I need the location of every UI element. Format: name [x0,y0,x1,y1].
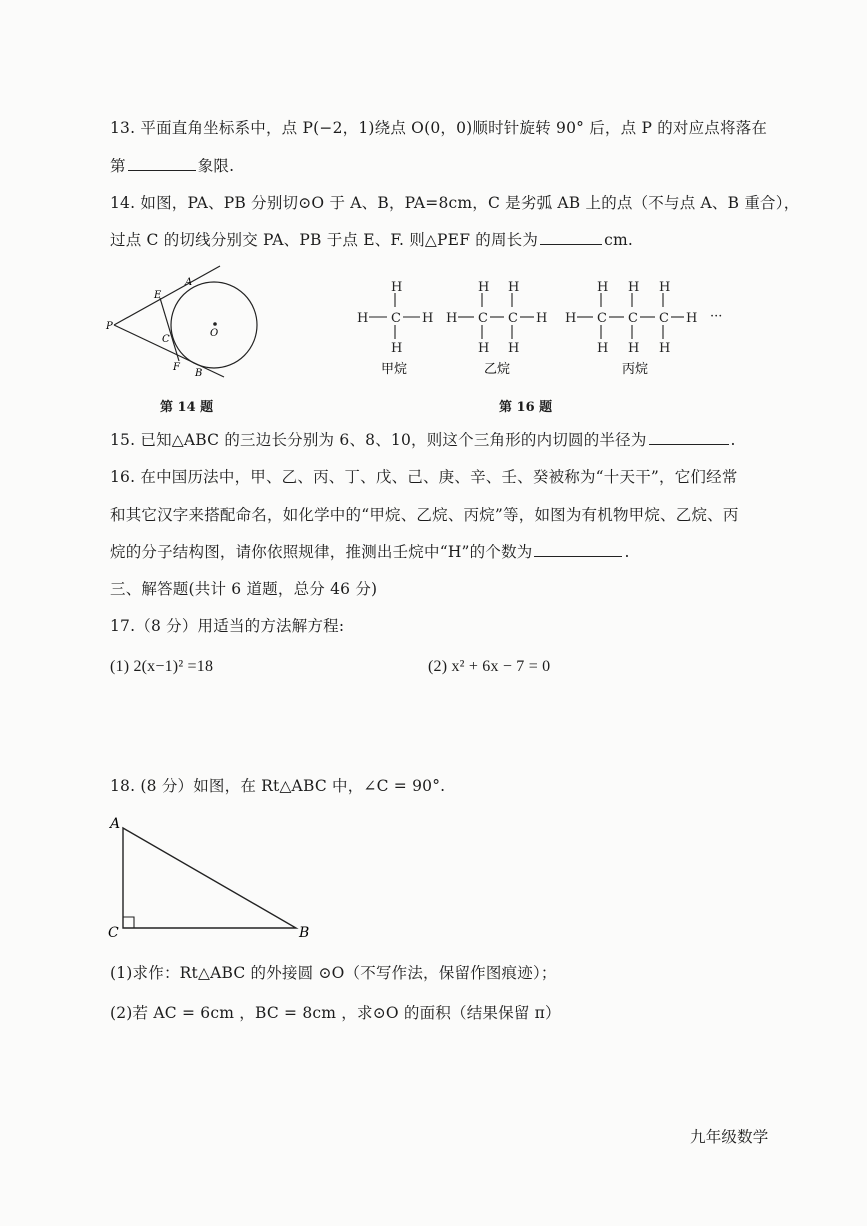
svg-text:H: H [508,280,520,295]
q15-suffix: . [730,431,736,449]
q13-prefix: 第 [110,157,126,175]
q18-triangle-figure [100,810,330,945]
name-methane: 甲烷 [381,362,408,377]
svg-text:H: H [628,341,640,356]
atom-labels [357,280,722,356]
label-e: E [154,290,162,301]
label-a: A [185,277,193,288]
q16-alkane-figure [350,270,740,390]
right-angle-mark [123,917,134,928]
q13-line2 [110,156,234,176]
name-propane: 丙烷 [622,362,649,377]
tangent-pa [114,266,220,325]
ellipsis: ··· [710,309,723,324]
q14-caption: 第 14 题 [160,400,214,415]
svg-text:C: C [478,311,488,326]
q13-line1: 13. 平面直角坐标系中，点 P(−2，1)绕点 O(0，0)顺时针旋转 90° 后，点 P 的对应点将落在 [110,119,768,137]
q14-prefix: 过点 C 的切线分别交 PA、PB 于点 E、F. 则△PEF 的周长为 [110,231,539,249]
q17-title: 17.（8 分）用适当的方法解方程: [110,617,345,635]
svg-text:C: C [659,311,669,326]
q13-suffix: 象限. [197,157,235,175]
q14-circle-figure [100,258,270,388]
svg-text:H: H [565,311,577,326]
label-o: O [210,328,219,339]
label-a: A [110,816,121,832]
svg-text:C: C [597,311,607,326]
q17-part2: (2) x² + 6x − 7 = 0 [428,658,551,675]
svg-text:H: H [478,341,490,356]
svg-text:H: H [508,341,520,356]
svg-text:H: H [357,311,369,326]
svg-text:H: H [422,311,434,326]
section-heading: 三、解答题(共计 6 道题，总分 46 分) [110,580,378,598]
q18-part2: (2)若 AC = 6cm ，BC = 8cm ，求⊙O 的面积（结果保留 π） [110,1004,561,1022]
svg-text:C: C [628,311,638,326]
svg-text:H: H [686,311,698,326]
q16-answer-blank[interactable] [534,542,622,557]
svg-text:H: H [536,311,548,326]
q18-title: 18. (8 分）如图，在 Rt△ABC 中，∠C = 90°. [110,777,446,795]
label-f: F [173,362,180,373]
q16-line1: 16. 在中国历法中，甲、乙、丙、丁、戊、己、庚、辛、壬、癸被称为“十天干”，它们经常 [110,468,738,486]
label-c: C [162,334,170,345]
label-b: B [299,925,310,941]
q14-suffix: cm. [604,231,633,249]
q13-answer-blank[interactable] [128,156,196,171]
q14-answer-blank[interactable] [540,230,602,245]
label-b: B [195,368,203,379]
q15-line [110,430,736,450]
label-c: C [108,925,119,941]
triangle-abc [123,828,296,928]
tangent-pb [114,325,224,377]
svg-text:H: H [659,341,671,356]
svg-text:H: H [446,311,458,326]
svg-text:C: C [508,311,518,326]
page-footer: 九年级数学 [690,1128,769,1146]
ethane-structure [458,293,534,339]
q18-part1: (1)求作：Rt△ABC 的外接圆 ⊙O（不写作法，保留作图痕迹）； [110,964,557,982]
q15-text: 15. 已知△ABC 的三边长分别为 6、8、10，则这个三角形的内切圆的半径为 [110,431,647,449]
svg-text:H: H [391,341,403,356]
svg-text:H: H [597,280,609,295]
q16-line2: 和其它汉字来搭配命名，如化学中的“甲烷、乙烷、丙烷”等，如图为有机物甲烷、乙烷、丙 [110,506,739,524]
q16-line3 [110,542,630,562]
q17-part1: (1) 2(x−1)² =18 [110,658,214,675]
q16-prefix: 烷的分子结构图，请你依照规律，推测出壬烷中“H”的个数为 [110,543,533,561]
q14-line1: 14. 如图，PA、PB 分别切⊙O 于 A、B，PA=8cm，C 是劣弧 AB 上的点（不与点 A、B 重合）， [110,194,800,212]
svg-text:H: H [659,280,671,295]
center-point [213,322,217,326]
q16-caption: 第 16 题 [499,400,553,415]
svg-text:H: H [478,280,490,295]
name-ethane: 乙烷 [484,362,511,377]
svg-text:C: C [391,311,401,326]
svg-text:H: H [597,341,609,356]
svg-text:H: H [391,280,403,295]
q15-answer-blank[interactable] [649,430,729,445]
q16-suffix: . [624,543,630,561]
svg-text:H: H [628,280,640,295]
label-p: P [106,321,113,332]
q14-line2 [110,230,633,250]
